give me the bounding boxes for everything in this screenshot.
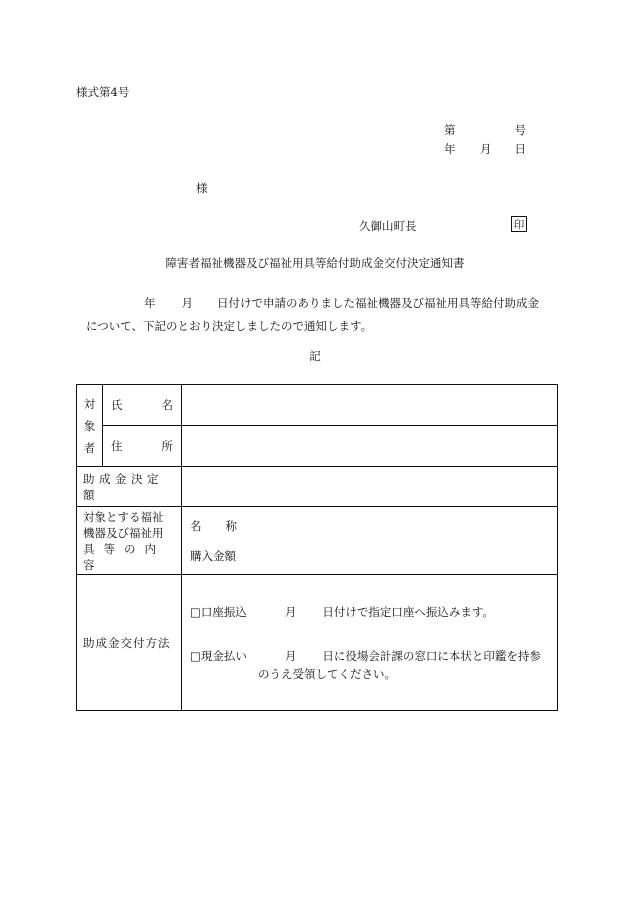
body-year: 年	[144, 296, 156, 310]
payment-method-label	[77, 575, 182, 711]
doc-number-suffix: 号	[514, 123, 526, 137]
body-line1-text: 日付けで申請のありました福祉機器及び福祉用具等給付助成金	[217, 296, 539, 310]
equipment-content	[182, 507, 558, 575]
target-person-label	[77, 385, 103, 467]
body-line-2: について、下記のとおり決定しましたので通知します。	[86, 319, 373, 333]
decision-table	[76, 384, 558, 711]
doc-number-prefix: 第	[444, 123, 456, 137]
equipment-name-label-1: 名	[190, 518, 202, 533]
address-label-2: 所	[161, 439, 173, 453]
equipment-name-label-2: 称	[225, 518, 237, 533]
target-char-1: 対	[83, 396, 96, 411]
decided-amount-text: 助成金決定額	[83, 471, 163, 502]
cash-text-line-2: のうえ受領してください。	[258, 666, 396, 681]
purchase-amount-row: 購入金額	[190, 548, 236, 563]
name-label	[103, 385, 182, 426]
body-month: 月	[181, 296, 193, 310]
address-field	[182, 426, 558, 467]
payment-method-text: 助成金交付方法	[83, 635, 171, 650]
date-year: 年	[444, 142, 456, 156]
target-char-3: 者	[83, 440, 96, 455]
equipment-name-row	[190, 511, 557, 541]
notice-body	[86, 292, 566, 338]
cash-option[interactable]	[190, 647, 557, 683]
body-line-1	[86, 292, 566, 315]
decided-amount-field	[182, 467, 558, 507]
equipment-label-line-2: 機器及び福祉用	[83, 525, 164, 540]
bank-transfer-option[interactable]	[190, 603, 557, 621]
seal-mark: 印	[511, 216, 527, 232]
target-char-2: 象	[83, 418, 96, 433]
name-label-2: 名	[161, 398, 173, 412]
cash-month: 月	[284, 648, 297, 663]
name-field	[182, 385, 558, 426]
recipient-salutation: 様	[196, 181, 208, 195]
date-month: 月	[480, 142, 492, 156]
date-day: 日	[514, 142, 526, 156]
cash-checkbox-label: □現金払い	[190, 648, 247, 663]
document-title: 障害者福祉機器及び福祉用具等給付助成金交付決定通知書	[165, 256, 465, 270]
payment-method-options	[182, 575, 558, 711]
issuer-name: 久御山町長	[359, 219, 417, 233]
equipment-label	[77, 507, 182, 575]
form-number: 様式第4号	[76, 85, 130, 99]
bank-transfer-text: 日付けで指定口座へ振込みます。	[322, 604, 494, 619]
cash-text: 日に役場会計課の窓口に本状と印鑑を持参	[322, 648, 541, 663]
address-label	[103, 426, 182, 467]
bank-transfer-checkbox-label: □口座振込	[190, 604, 247, 619]
address-label-1: 住	[111, 439, 123, 453]
equipment-label-line-1: 対象とする福祉	[83, 509, 164, 524]
ki-heading: 記	[309, 349, 321, 363]
decided-amount-label	[77, 467, 182, 507]
name-label-1: 氏	[111, 398, 123, 412]
equipment-label-line-3: 具等の内容	[83, 541, 165, 572]
bank-transfer-month: 月	[284, 604, 297, 619]
